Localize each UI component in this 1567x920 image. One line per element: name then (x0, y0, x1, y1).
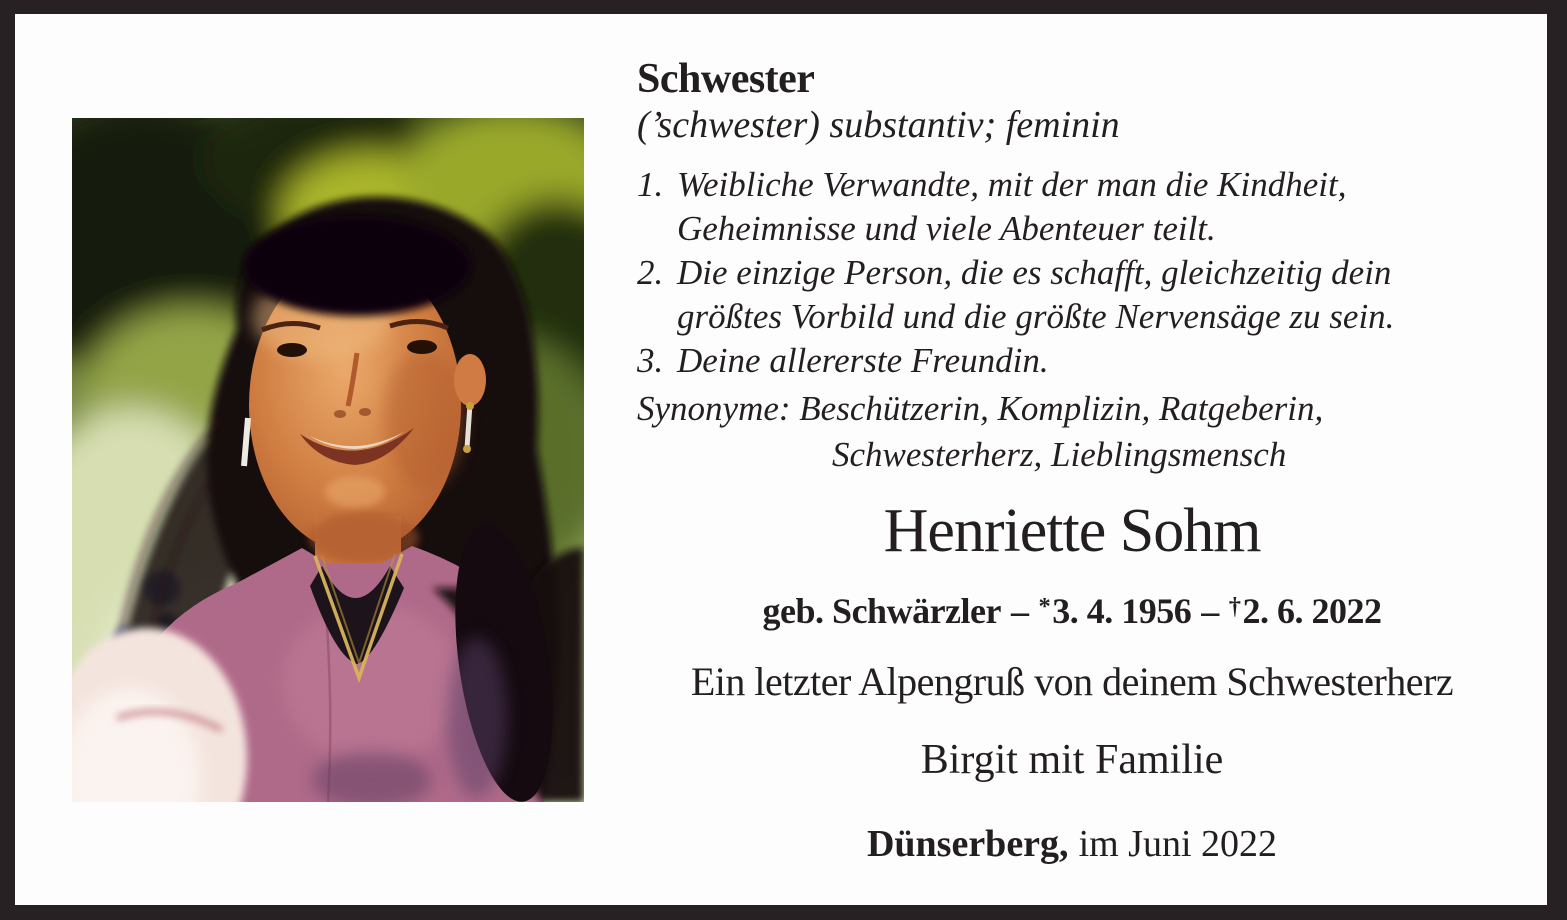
definition-item (637, 251, 1394, 339)
definition-line: größtes Vorbild und die größte Nervensäge zu sein. (677, 297, 1395, 336)
synonyms-line-1: Synonyme: Beschützerin, Komplizin, Ratgeberin, (637, 389, 1324, 428)
synonyms-block (637, 386, 1323, 478)
definition-line: Weibliche Verwandte, mit der man die Kindheit, (677, 165, 1347, 204)
dictionary-headline: Schwester (637, 56, 815, 102)
portrait-photo (72, 118, 584, 802)
definition-item (637, 339, 1394, 383)
birth-star-symbol: * (1038, 592, 1051, 620)
dash-separator: – (1010, 591, 1029, 631)
farewell-line: Ein letzter Alpengruß von deinem Schwesterherz (690, 659, 1454, 704)
definition-item (637, 163, 1394, 251)
dash-separator: – (1201, 591, 1219, 631)
definition-list (637, 163, 1394, 383)
portrait-photo-illustration (72, 118, 584, 802)
notice-text-column (637, 0, 1545, 920)
definition-line: Die einzige Person, die es schafft, gleichzeitig dein (677, 253, 1392, 292)
place-date-line (637, 822, 1507, 866)
definition-number: 2. (637, 253, 664, 292)
definition-number: 3. (637, 341, 664, 380)
mourners-line: Birgit mit Familie (920, 737, 1224, 783)
place-name: Dünserberg, (866, 823, 1069, 865)
death-date: 2. 6. 2022 (1242, 591, 1382, 631)
birth-date: 3. 4. 1956 (1052, 591, 1192, 631)
death-dagger-symbol: † (1228, 592, 1241, 620)
pronunciation-line: (’schwester) substantiv; feminin (637, 104, 1120, 146)
definition-line: Deine allererste Freundin. (677, 341, 1049, 380)
month-year: im Juni 2022 (1078, 823, 1278, 865)
synonyms-line-2: Schwesterherz, Lieblingsmensch (832, 435, 1287, 474)
definition-line: Geheimnisse und viele Abenteuer teilt. (677, 209, 1216, 248)
maiden-name: geb. Schwärzler (762, 591, 1001, 631)
life-dates-line (637, 590, 1507, 632)
definition-number: 1. (637, 165, 664, 204)
deceased-name: Henriette Sohm (883, 497, 1261, 565)
